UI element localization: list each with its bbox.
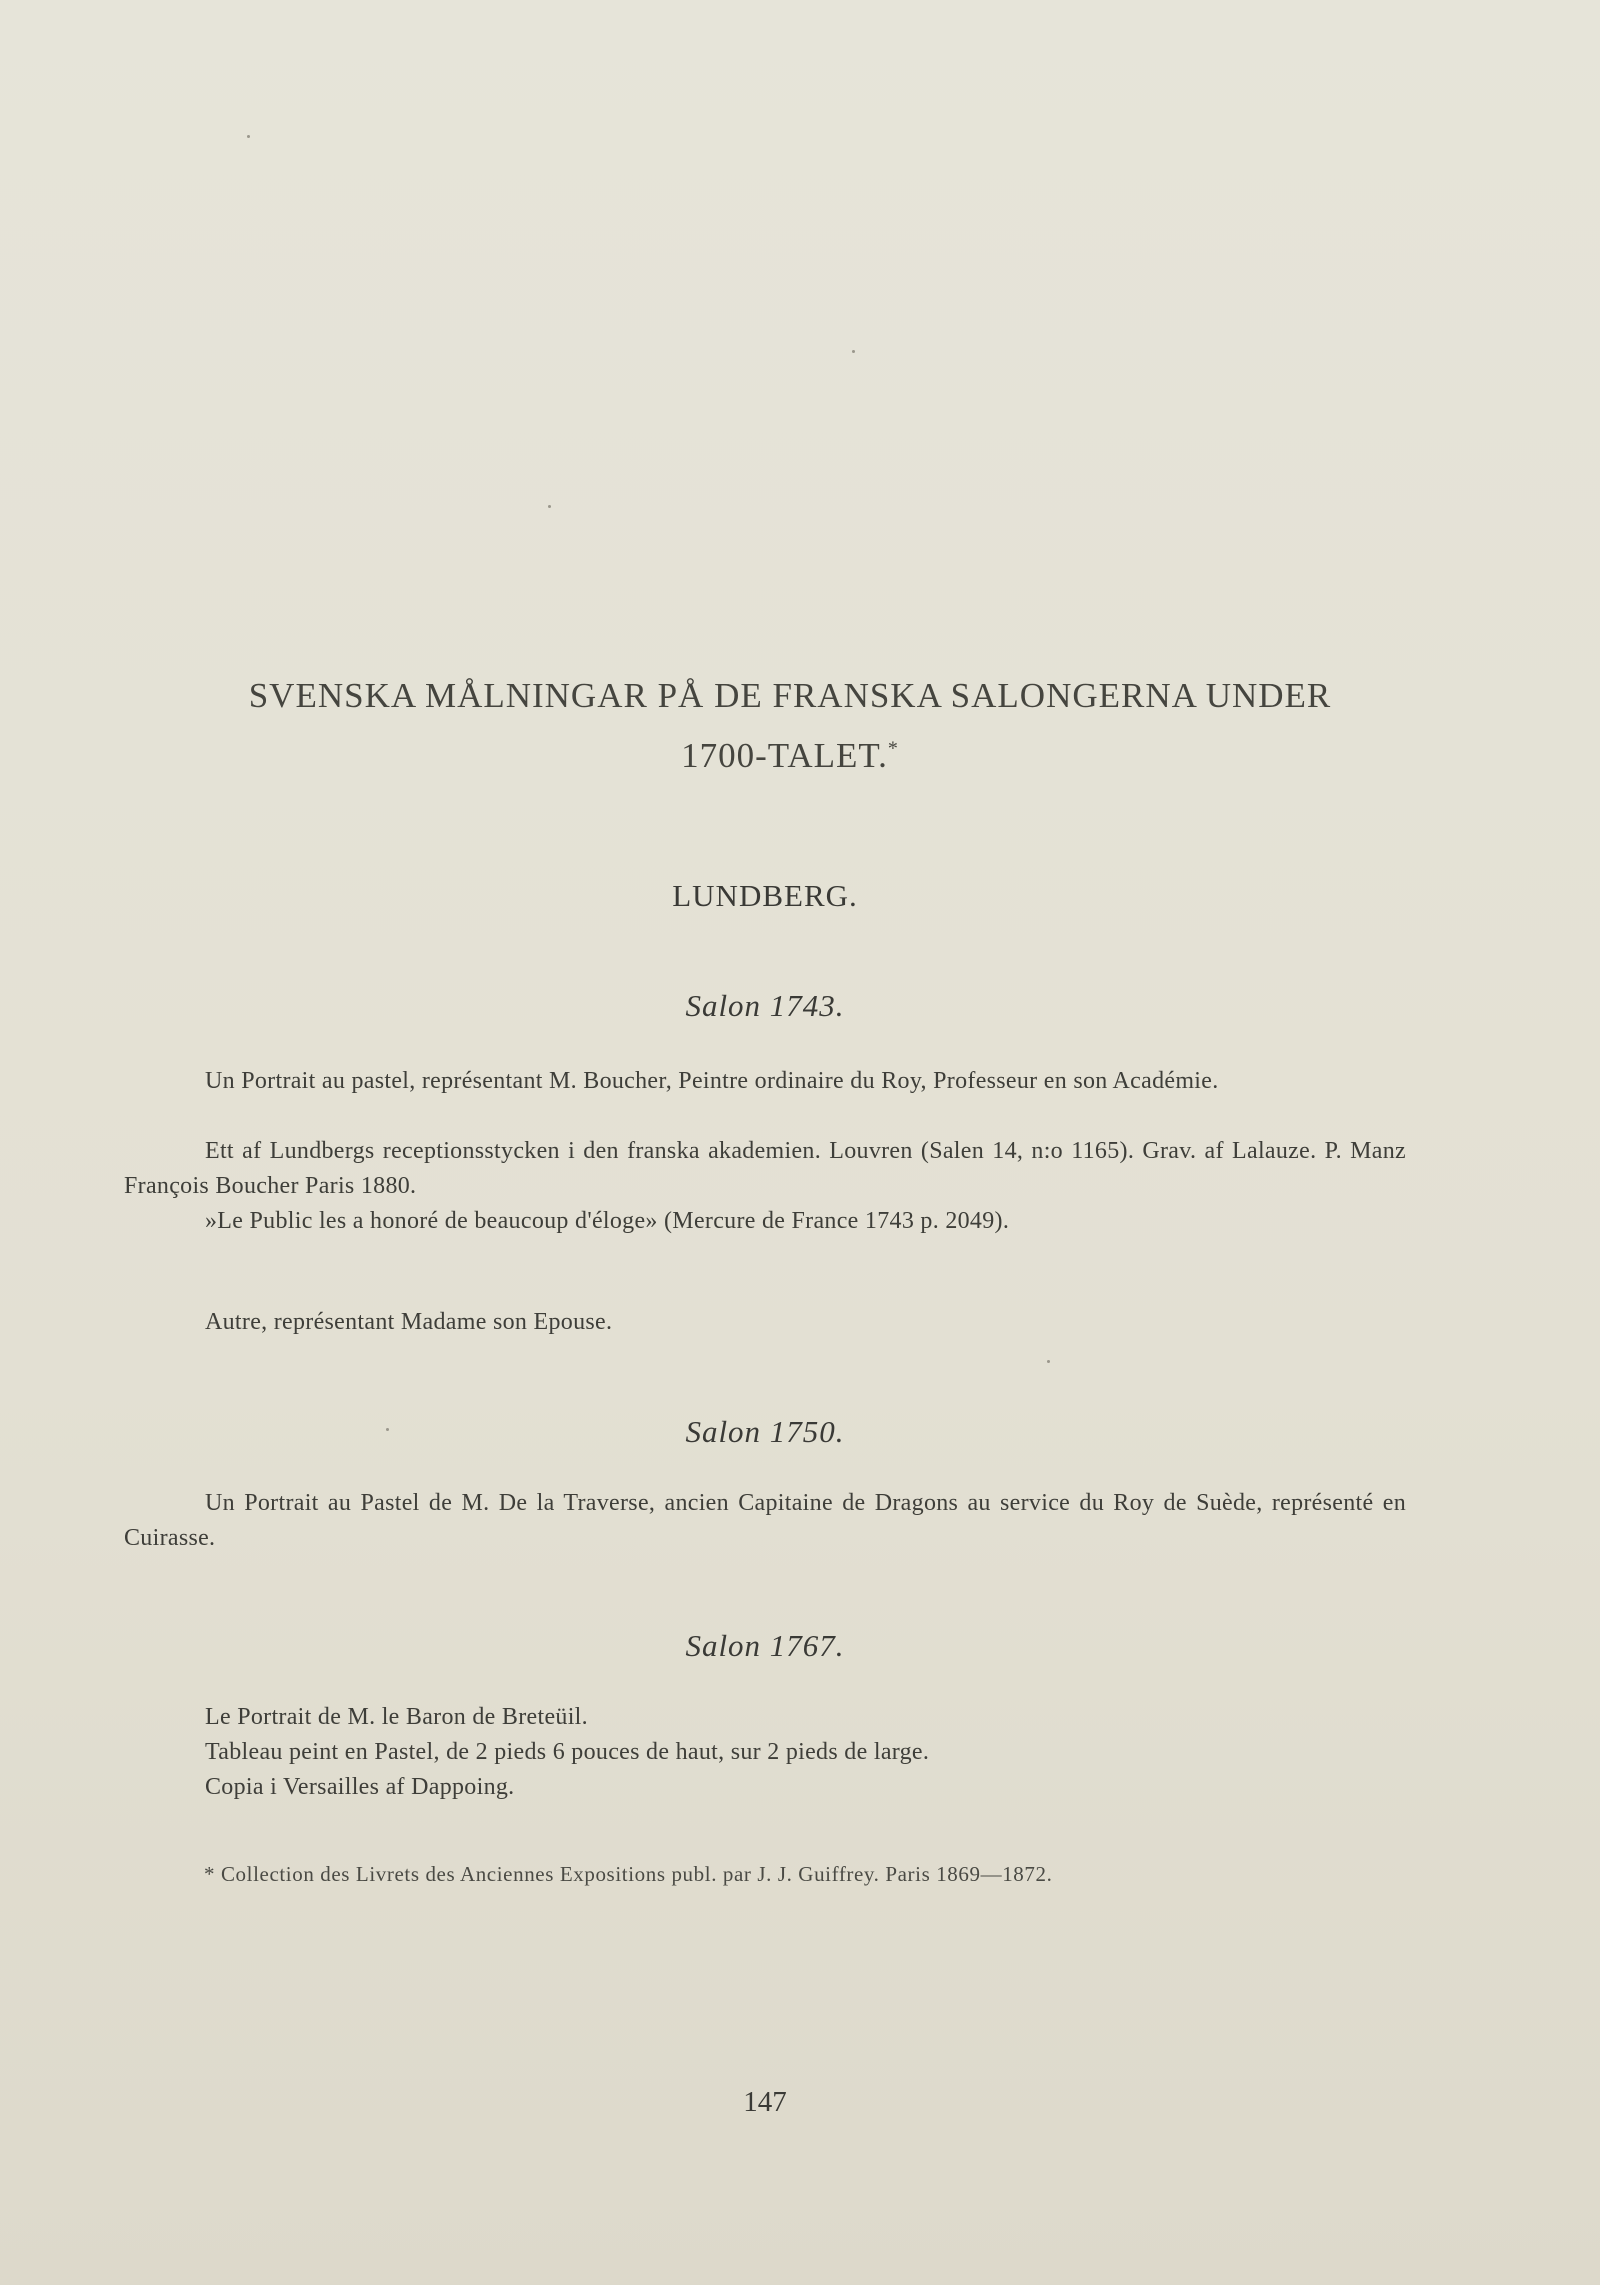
paper-speck: [247, 135, 250, 138]
page-title-line-2: [120, 736, 1460, 776]
salon-1743-note-1: Ett af Lundbergs receptionsstycken i den franska akademien. Louvren (Salen 14, n:o 1165). Grav. af Lalauze. P. Manz François Boucher Paris 1880.: [124, 1138, 1406, 1199]
salon-1767-entry-1: Le Portrait de M. le Baron de Breteüil.: [205, 1704, 588, 1730]
salon-1743-note-2: »Le Public les a honoré de beaucoup d'éloge» (Mercure de France 1743 p. 2049).: [205, 1208, 1010, 1234]
footnote: * Collection des Livrets des Anciennes Expositions publ. par J. J. Guiffrey. Paris 1869—1872.: [204, 1862, 1053, 1886]
page-title-text: 1700-TALET.: [681, 736, 888, 775]
footnote-reference-mark: *: [887, 737, 899, 760]
salon-1743-entry-1: Un Portrait au pastel, représentant M. Boucher, Peintre ordinaire du Roy, Professeur en son Académie.: [205, 1068, 1219, 1094]
paper-speck: [386, 1428, 389, 1431]
salon-1750-heading: Salon 1750.: [685, 1414, 845, 1449]
paper-speck: [1047, 1360, 1050, 1363]
page-number: 147: [743, 2086, 787, 2118]
salon-1767-entry-3: Copia i Versailles af Dappoing.: [205, 1774, 515, 1800]
paper-speck: [548, 505, 551, 508]
salon-1767-heading: Salon 1767.: [685, 1628, 845, 1663]
paper-speck: [852, 350, 855, 353]
artist-heading: LUNDBERG.: [672, 878, 858, 913]
salon-1743-entry-2: Autre, représentant Madame son Epouse.: [205, 1309, 613, 1335]
salon-1743-heading: Salon 1743.: [685, 988, 845, 1023]
salon-1767-entry-2: Tableau peint en Pastel, de 2 pieds 6 pouces de haut, sur 2 pieds de large.: [205, 1739, 930, 1765]
page-title-line-1: SVENSKA MÅLNINGAR PÅ DE FRANSKA SALONGERNA UNDER: [248, 676, 1332, 715]
salon-1750-entry-1: Un Portrait au Pastel de M. De la Traverse, ancien Capitaine de Dragons au service du Roy de Suède, représenté en Cuirasse.: [124, 1490, 1406, 1551]
